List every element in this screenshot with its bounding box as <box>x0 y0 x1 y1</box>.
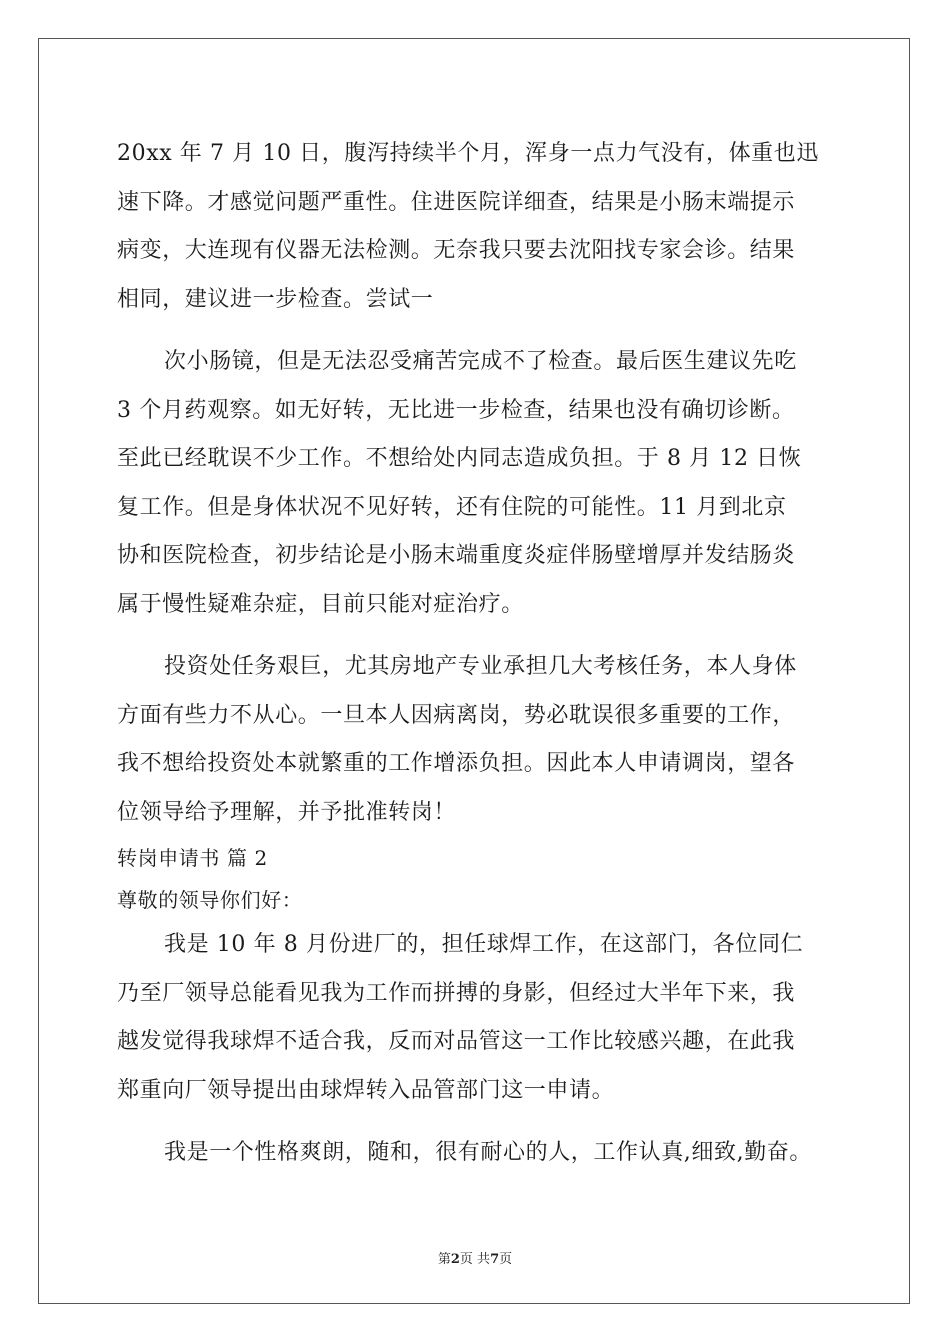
text-line: 乃至厂领导总能看见我为工作而拼搏的身影，但经过大半年下来，我 <box>117 980 796 1006</box>
text-line: 我是 10 年 8 月份进厂的，担任球焊工作，在这部门，各位同仁 <box>164 932 804 957</box>
text-line: 越发觉得我球焊不适合我，反而对品管这一工作比较感兴趣，在此我 <box>117 1029 796 1054</box>
section-heading: 转岗申请书 篇 2 <box>117 846 268 870</box>
page-mid: 页 共 <box>459 1252 491 1267</box>
text-line: 投资处任务艰巨，尤其房地产专业承担几大考核任务，本人身体 <box>164 654 797 679</box>
paragraph-5 <box>117 1129 837 1178</box>
text-line: 属于慢性疑难杂症，目前只能对症治疗。 <box>117 591 524 617</box>
document-body <box>117 130 837 1178</box>
text-line: 病变，大连现有仪器无法检测。无奈我只要去沈阳找专家会诊。结果 <box>117 238 796 263</box>
page-number <box>0 1248 950 1267</box>
text-line: 郑重向厂领导提出由球焊转入品管部门这一申请。 <box>117 1077 615 1103</box>
paragraph-1 <box>117 130 837 324</box>
paragraph-3 <box>117 643 837 837</box>
total-pages: 7 <box>490 1252 500 1267</box>
text-line: 相同，建议进一步检查。尝试一 <box>117 286 434 312</box>
text-line: 20xx 年 7 月 10 日，腹泻持续半个月，浑身一点力气没有，体重也迅 <box>117 141 819 166</box>
page-suffix: 页 <box>499 1252 513 1267</box>
text-line: 方面有些力不从心。一旦本人因病离岗，势必耽误很多重要的工作， <box>117 702 796 728</box>
text-line: 速下降。才感觉问题严重性。住进医院详细查，结果是小肠末端提示 <box>117 189 796 215</box>
text-line: 3 个月药观察。如无好转，无比进一步检查，结果也没有确切诊断。 <box>117 397 795 423</box>
paragraph-4 <box>117 921 837 1115</box>
salutation: 尊敬的领导你们好： <box>117 888 303 912</box>
text-line: 复工作。但是身体状况不见好转，还有住院的可能性。11 月到北京 <box>117 494 787 520</box>
current-page: 2 <box>450 1252 460 1267</box>
page-prefix: 第 <box>437 1252 451 1267</box>
text-line: 协和医院检查，初步结论是小肠末端重度炎症伴肠壁增厚并发结肠炎 <box>117 543 796 568</box>
text-line: 次小肠镜，但是无法忍受痛苦完成不了检查。最后医生建议先吃 <box>164 349 797 374</box>
paragraph-2 <box>117 338 837 629</box>
text-line: 位领导给予理解，并予批准转岗！ <box>117 799 457 825</box>
text-line: 至此已经耽误不少工作。不想给处内同志造成负担。于 8 月 12 日恢 <box>117 446 802 471</box>
text-line: 我是一个性格爽朗，随和，很有耐心的人，工作认真,细致,勤奋。 <box>164 1140 812 1165</box>
text-line: 我不想给投资处本就繁重的工作增添负担。因此本人申请调岗，望各 <box>117 751 796 776</box>
